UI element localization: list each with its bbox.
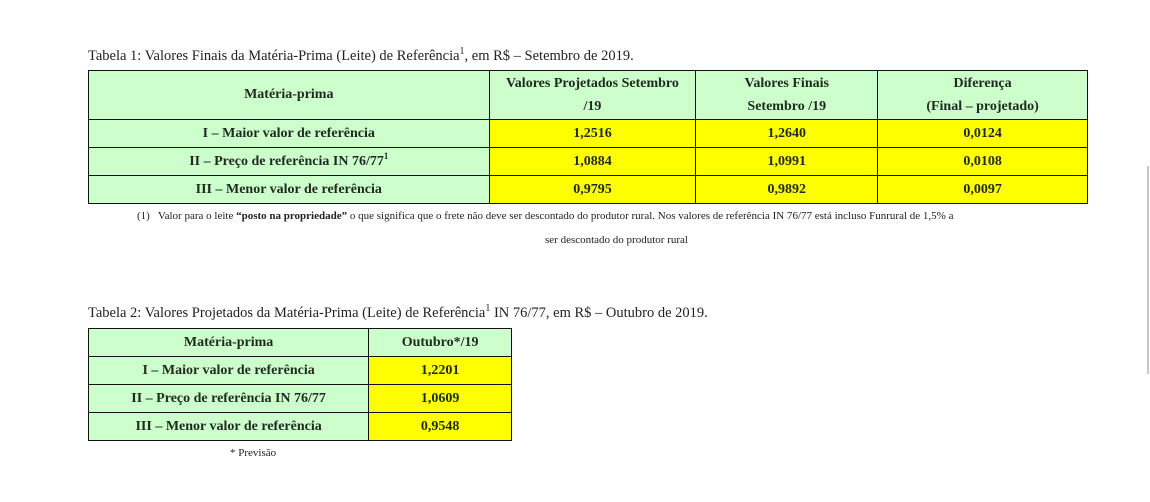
table2-header-outubro: Outubro*/19: [369, 329, 512, 357]
footnote-text-post: o que significa que o frete não deve ser descontado do produtor rural. Nos valores de referência IN 76/77 está incluso Funrural de 1,5% a: [347, 210, 954, 222]
header-line: Setembro /19: [747, 99, 827, 114]
table2: [88, 328, 512, 441]
table1-header-diferenca: [878, 71, 1088, 120]
cell-diferenca: 0,0108: [878, 148, 1088, 176]
cell-projetado: 1,0884: [489, 148, 696, 176]
table-row: [89, 385, 512, 413]
table-row: [89, 176, 1088, 204]
table2-caption: [88, 305, 708, 322]
table2-footnote: * Previsão: [230, 447, 277, 459]
header-line: Valores Projetados Setembro: [505, 76, 679, 91]
table-row: [89, 413, 512, 441]
cell-projetado: 1,2516: [489, 120, 696, 148]
header-line: Diferença: [953, 76, 1012, 91]
footnote-text-bold: “posto na propriedade”: [236, 210, 348, 222]
row-label-text: I – Maior valor de referência: [202, 125, 375, 141]
row-label-text: III – Menor valor de referência: [195, 181, 382, 197]
header-line: Valores Finais: [744, 76, 829, 91]
row-label: [89, 176, 490, 204]
table-row: [89, 357, 512, 385]
table2-caption-text: Tabela 2: Valores Projetados da Matéria-Prima (Leite) de Referência: [88, 305, 486, 321]
table2-header-row: [89, 329, 512, 357]
cell-value: 1,2201: [369, 357, 512, 385]
footnote-ref: 1: [383, 150, 389, 161]
table1-header-projetados: [489, 71, 696, 120]
table1-caption: [88, 48, 634, 65]
table-row: [89, 148, 1088, 176]
table2-header-materia-prima: Matéria-prima: [89, 329, 369, 357]
table1: [88, 70, 1088, 204]
row-label: [89, 120, 490, 148]
footnote-text-pre: Valor para o leite: [157, 210, 237, 222]
table1-header-materia-prima: Matéria-prima: [89, 71, 490, 120]
cell-value: 1,0609: [369, 385, 512, 413]
table1-header-finais: [696, 71, 878, 120]
page-edge-divider: [1147, 166, 1149, 374]
table1-header-row: [89, 71, 1088, 120]
row-label: III – Menor valor de referência: [89, 413, 369, 441]
table1-footnote: [137, 210, 953, 222]
table1-caption-text: Tabela 1: Valores Finais da Matéria-Prima (Leite) de Referência: [88, 48, 460, 64]
table-row: [89, 120, 1088, 148]
cell-projetado: 0,9795: [489, 176, 696, 204]
table1-footnote-line2: ser descontado do produtor rural: [545, 234, 688, 246]
cell-final: 0,9892: [696, 176, 878, 204]
row-label: I – Maior valor de referência: [89, 357, 369, 385]
row-label: [89, 148, 490, 176]
table2-caption-suffix: IN 76/77, em R$ – Outubro de 2019.: [490, 305, 708, 321]
header-line: (Final – projetado): [926, 99, 1039, 114]
table1-caption-footnote-ref: 1: [459, 46, 465, 57]
cell-diferenca: 0,0097: [878, 176, 1088, 204]
row-label-text: II – Preço de referência IN 76/77: [189, 153, 384, 169]
cell-diferenca: 0,0124: [878, 120, 1088, 148]
cell-final: 1,0991: [696, 148, 878, 176]
footnote-marker: (1): [137, 210, 150, 222]
table2-caption-footnote-ref: 1: [485, 303, 491, 314]
cell-value: 0,9548: [369, 413, 512, 441]
row-label: II – Preço de referência IN 76/77: [89, 385, 369, 413]
cell-final: 1,2640: [696, 120, 878, 148]
table1-caption-suffix: , em R$ – Setembro de 2019.: [464, 48, 634, 64]
header-line: /19: [583, 99, 602, 114]
